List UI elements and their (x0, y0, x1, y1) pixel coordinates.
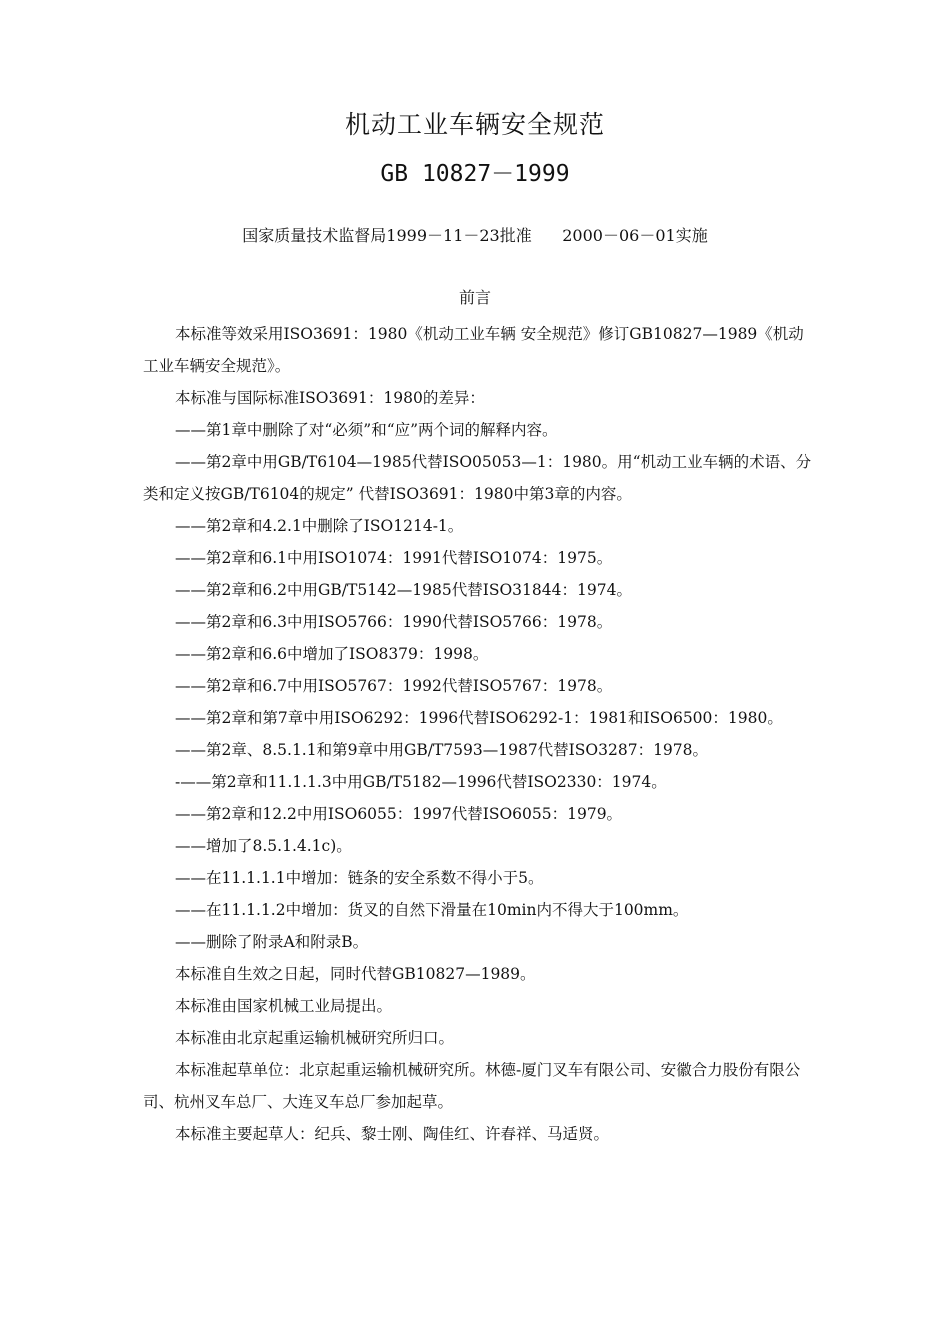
preface-body (143, 318, 813, 1150)
document-title: 机动工业车辆安全规范 (344, 110, 605, 139)
paragraph: 本标准由国家机械工业局提出。 (175, 997, 393, 1015)
list-item: ——第2章和6.3中用ISO5766：1990代替ISO5766：1978。 (175, 613, 613, 631)
list-item: ——第2章和12.2中用ISO6055：1997代替ISO6055：1979。 (175, 805, 623, 823)
paragraph: 本标准自生效之日起，同时代替GB10827—1989。 (175, 965, 536, 983)
list-item: ——第2章和4.2.1中删除了ISO1214-1。 (175, 517, 464, 535)
approval-line: 国家质量技术监督局1999－11－23批准 2000－06－01实施 (242, 226, 708, 245)
paragraph: 本标准主要起草人：纪兵、黎士刚、陶佳红、许春祥、马适贤。 (175, 1125, 610, 1143)
preface-heading: 前言 (458, 288, 491, 307)
list-item: ——第2章和6.1中用ISO1074：1991代替ISO1074：1975。 (175, 549, 613, 567)
list-item: ——在11.1.1.2中增加：货叉的自然下滑量在10min内不得大于100mm。 (175, 901, 689, 919)
list-item: ——第2章中用GB/T6104—1985代替ISO05053—1：1980。用“机动工业车辆的术语、分类和定义按GB/T6104的规定” 代替ISO3691：1980中第3章的内容。 (143, 453, 812, 503)
list-item: -——第2章和11.1.1.3中用GB/T5182—1996代替ISO2330：1974。 (175, 773, 667, 791)
list-item: ——在11.1.1.1中增加：链条的安全系数不得小于5。 (175, 869, 544, 887)
list-item: ——第2章和6.7中用ISO5767：1992代替ISO5767：1978。 (175, 677, 613, 695)
list-item: ——第2章和6.2中用GB/T5142—1985代替ISO31844：1974。 (175, 581, 632, 599)
list-item: ——增加了8.5.1.4.1c)。 (175, 837, 352, 855)
standard-number: GB 10827－1999 (380, 161, 570, 187)
list-item: ——第2章和6.6中增加了ISO8379：1998。 (175, 645, 489, 663)
list-item: ——第1章中删除了对“必须”和“应”两个词的解释内容。 (175, 421, 558, 439)
list-item: ——第2章和第7章中用ISO6292：1996代替ISO6292-1：1981和ISO6500：1980。 (175, 709, 783, 727)
paragraph: 本标准等效采用ISO3691：1980《机动工业车辆 安全规范》修订GB10827—1989《机动工业车辆安全规范》。 (143, 325, 804, 375)
paragraph: 本标准与国际标准ISO3691：1980的差异： (175, 389, 485, 407)
paragraph: 本标准由北京起重运输机械研究所归口。 (175, 1029, 455, 1047)
paragraph: 本标准起草单位：北京起重运输机械研究所。林德-厦门叉车有限公司、安徽合力股份有限公司、杭州叉车总厂、大连叉车总厂参加起草。 (143, 1061, 801, 1111)
list-item: ——第2章、8.5.1.1和第9章中用GB/T7593—1987代替ISO3287：1978。 (175, 741, 709, 759)
list-item: ——删除了附录A和附录B。 (175, 933, 369, 951)
